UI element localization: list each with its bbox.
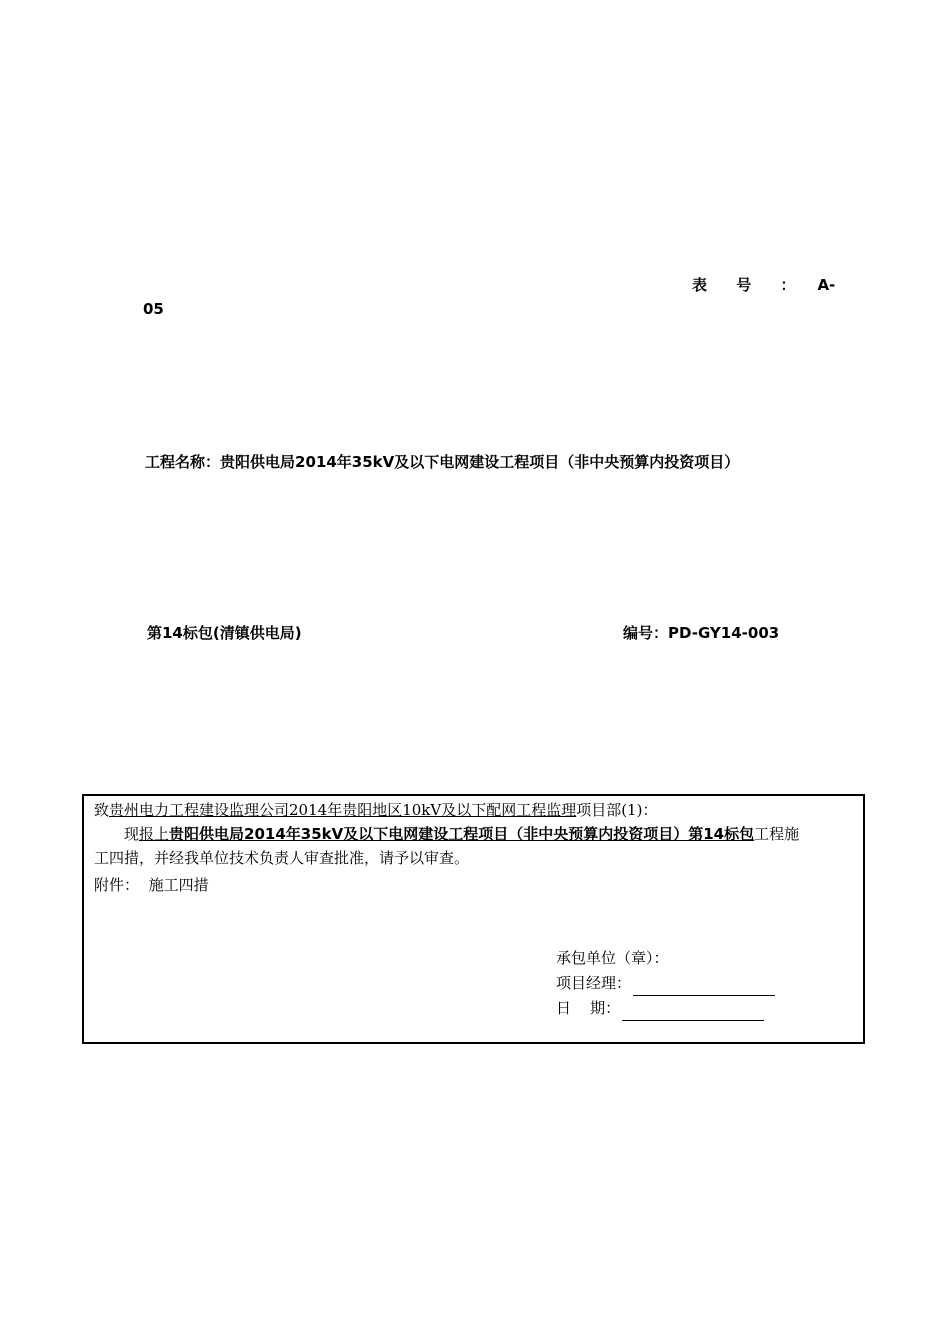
attachment-label: 附件：: [94, 876, 140, 894]
project-name: [145, 449, 815, 475]
addressee-line: [94, 798, 657, 822]
report-box: [82, 794, 865, 1044]
contractor-row: [556, 946, 775, 971]
body-project: 贵阳供电局2014年35kV及以下电网建设工程项目（非中央预算内投资项目）第14标包: [169, 825, 755, 843]
date-label: 日 期：: [556, 999, 621, 1017]
attachment-value: 施工四措: [148, 876, 209, 894]
report-body-line-2: 工四措，并经我单位技术负责人审查批准，请予以审查。: [94, 849, 470, 867]
serial-number: 编号：PD-GY14-003: [623, 624, 780, 642]
addressee-org: 贵州电力工程建设监理公司2014年贵阳地区10kV及以下配网工程监理: [109, 801, 577, 819]
body-suffix: 工程施: [754, 825, 800, 843]
contractor-label: 承包单位（章）：: [556, 949, 669, 967]
form-number-header: [692, 274, 835, 295]
attachment-line: [94, 873, 209, 897]
form-number-value-tail: 05: [143, 300, 164, 318]
pm-label: 项目经理：: [556, 974, 632, 992]
addressee-prefix: 致: [94, 801, 110, 819]
signature-block: [556, 946, 775, 1021]
pm-row: [556, 971, 775, 996]
bid-package: 第14标包(清镇供电局): [147, 624, 302, 642]
report-body-line-1: [124, 822, 799, 846]
project-name-value: 贵阳供电局2014年35kV及以下电网建设工程项目（非中央预算内投资项目）: [220, 453, 740, 471]
form-number-label: 表 号 ：: [692, 276, 808, 294]
date-row: [556, 996, 775, 1021]
date-signature-line[interactable]: [622, 1002, 764, 1021]
addressee-suffix: 项目部(1)：: [576, 801, 658, 819]
pm-signature-line[interactable]: [633, 977, 775, 996]
body-prefix: 现: [124, 825, 140, 843]
body-report-verb: 报上: [139, 825, 170, 843]
form-number-value-head: A-: [817, 276, 836, 294]
project-name-label: 工程名称：: [145, 453, 221, 471]
